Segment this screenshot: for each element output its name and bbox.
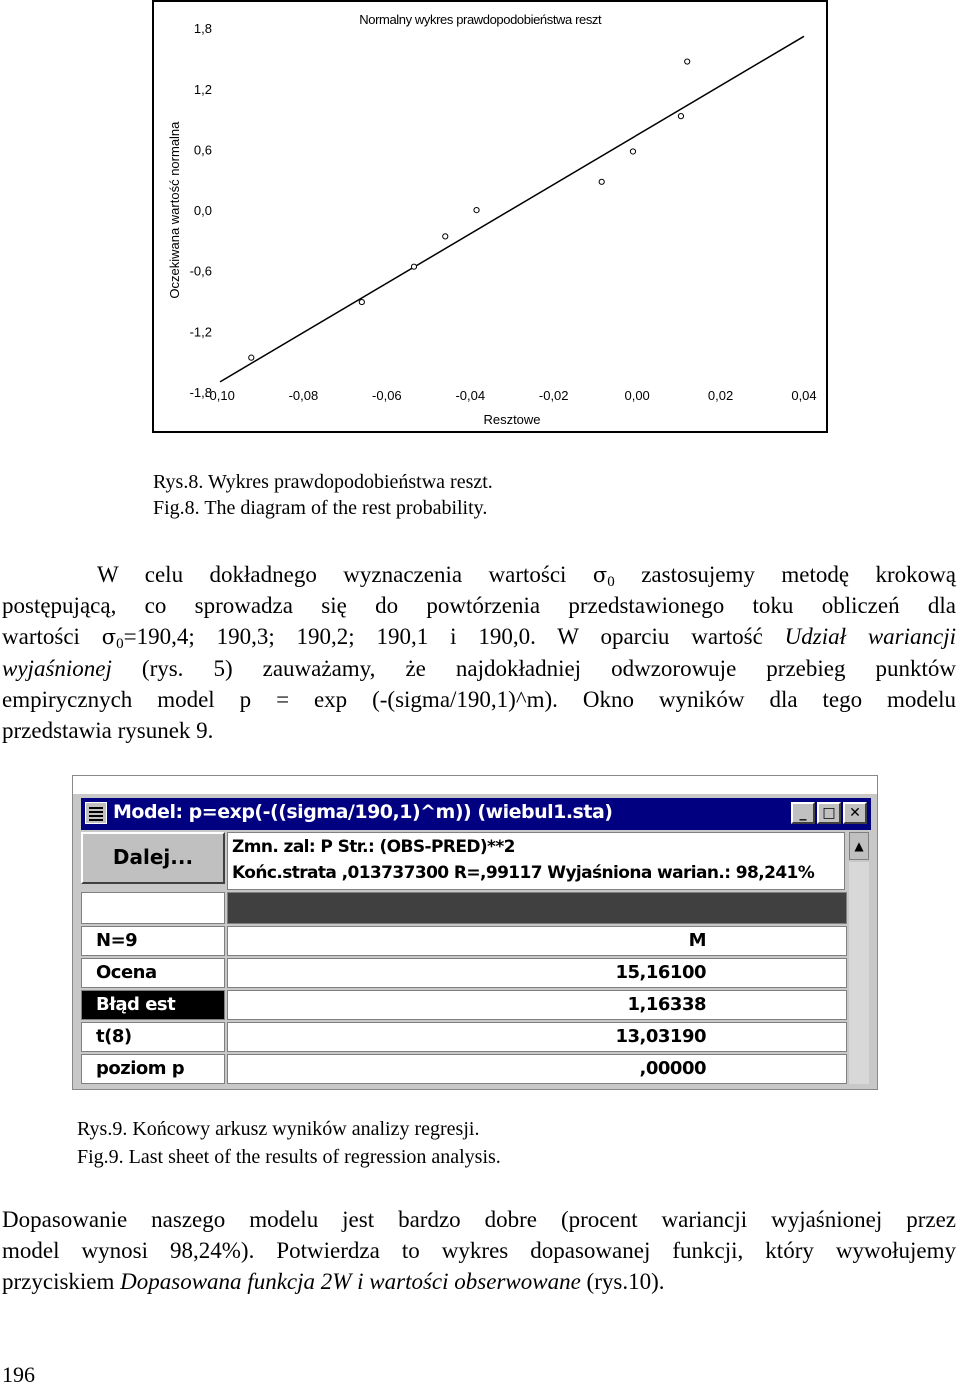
data-point (443, 234, 448, 239)
minimize-button[interactable]: _ (791, 802, 815, 824)
y-tick-label: 1,2 (193, 81, 212, 97)
para1-line3: wartości $\sigma_0=190,4$; 190,3; 190,2; 190,1 i 190,0. W oparciu wartość Udział wariancji (2, 624, 956, 652)
page-number: 196 (2, 1362, 35, 1387)
vertical-scrollbar[interactable] (849, 862, 869, 1084)
results-header (227, 832, 845, 890)
para1-line4: wyjaśnionej (rys. 5) zauważamy, że najdokładniej odwzorowuje przebieg punktów (2, 656, 956, 681)
x-tick-label: 0,04 (791, 388, 817, 403)
x-tick-label: 0,02 (707, 388, 734, 403)
grid-corner (81, 892, 225, 924)
para2-line1: Dopasowanie naszego modelu jest bardzo dobre (procent wariancji wyjaśnionej przez (2, 1207, 956, 1232)
chart-title: Normalny wykres prawdopodobieństwa reszt (359, 12, 602, 27)
fig8-caption-en: Fig.8. The diagram of the rest probability. (153, 497, 488, 519)
cell-p-level[interactable]: ,00000 (227, 1054, 847, 1084)
row-label-estimate[interactable]: Ocena (81, 958, 225, 988)
header-line-final-loss: Końc.strata ,013737300 R=,99117 Wyjaśniona warian.: 98,241% (232, 863, 815, 883)
para1-line1: W celu dokładnego wyznaczenia wartości $\sigma_0$ zastosujemy metodę krokową (97, 562, 956, 590)
fig9-caption-en: Fig.9. Last sheet of the results of regression analysis. (77, 1146, 501, 1168)
y-tick-label: -1,2 (189, 324, 212, 340)
x-tick-label: -0,04 (455, 388, 486, 403)
data-point (678, 114, 683, 119)
fig9-caption-pl: Rys.9. Końcowy arkusz wyników analizy regresji. (77, 1118, 480, 1140)
close-button[interactable]: ✕ (843, 802, 867, 824)
x-axis-label: Resztowe (483, 412, 541, 427)
data-point (411, 264, 416, 269)
para1-line5: empirycznych model p = exp (-(sigma/190,1)^m). Okno wyników dla tego modelu (2, 687, 956, 712)
grid-column-header-bar (227, 892, 847, 924)
data-point (359, 299, 364, 304)
data-point (685, 59, 690, 64)
cell-estimate[interactable]: 15,16100 (227, 958, 847, 988)
y-axis-label: Oczekiwana wartość normalna (167, 121, 182, 299)
fig8-caption-pl: Rys.8. Wykres prawdopodobieństwa reszt. (153, 471, 493, 493)
data-point (630, 149, 635, 154)
para2-line3: przyciskiem Dopasowana funkcja 2W i wartości obserwowane (rys.10). (2, 1269, 665, 1294)
x-tick-label: -0,10 (205, 388, 235, 403)
x-tick-label: -0,06 (372, 388, 402, 403)
window-title: Model: p=exp(-((sigma/190,1)^m)) (wiebul1.sta) (113, 801, 613, 823)
cell-std-error[interactable]: 1,16338 (227, 990, 847, 1020)
y-tick-label: 1,8 (193, 21, 212, 37)
window-titlebar (81, 798, 871, 830)
row-label-std-error[interactable]: Błąd est (81, 990, 225, 1020)
maximize-button[interactable]: □ (817, 802, 841, 824)
row-label-p-level[interactable]: poziom p (81, 1054, 225, 1084)
probability-chart (152, 0, 828, 433)
next-button[interactable]: Dalej... (81, 832, 225, 884)
chart-canvas (154, 2, 826, 431)
x-tick-label: 0,00 (624, 388, 650, 403)
para1-line2: postępującą, co sprowadza się do powtórzenia przedstawionego toku obliczeń dla (2, 593, 956, 618)
header-line-dependent-var: Zmn. zal: P Str.: (OBS-PRED)**2 (232, 837, 515, 857)
x-tick-label: -0,02 (538, 388, 569, 403)
scroll-up-arrow-icon[interactable]: ▲ (849, 832, 869, 860)
y-tick-label: -1,8 (189, 385, 212, 400)
results-grid (81, 892, 847, 1085)
data-point (249, 355, 254, 360)
cell-t-stat[interactable]: 13,03190 (227, 1022, 847, 1052)
data-point (599, 179, 604, 184)
row-label-t-stat[interactable]: t(8) (81, 1022, 225, 1052)
y-tick-label: 0,6 (193, 142, 212, 158)
para1-line6: przedstawia rysunek 9. (2, 718, 214, 743)
data-point (474, 208, 479, 213)
system-menu-icon[interactable] (85, 802, 107, 824)
results-window-screenshot (72, 775, 878, 1090)
fit-line (220, 36, 804, 382)
row-label-n[interactable]: N=9 (81, 926, 225, 956)
para2-line2: model wynosi 98,24%). Potwierdza to wykres dopasowanej funkcji, który wywołujemy (2, 1238, 956, 1263)
x-tick-label: -0,08 (288, 388, 319, 403)
y-tick-label: 0,0 (193, 203, 212, 219)
window-top-strip (73, 776, 877, 794)
y-tick-label: -0,6 (189, 263, 212, 279)
cell-column-m[interactable]: M (227, 926, 847, 956)
